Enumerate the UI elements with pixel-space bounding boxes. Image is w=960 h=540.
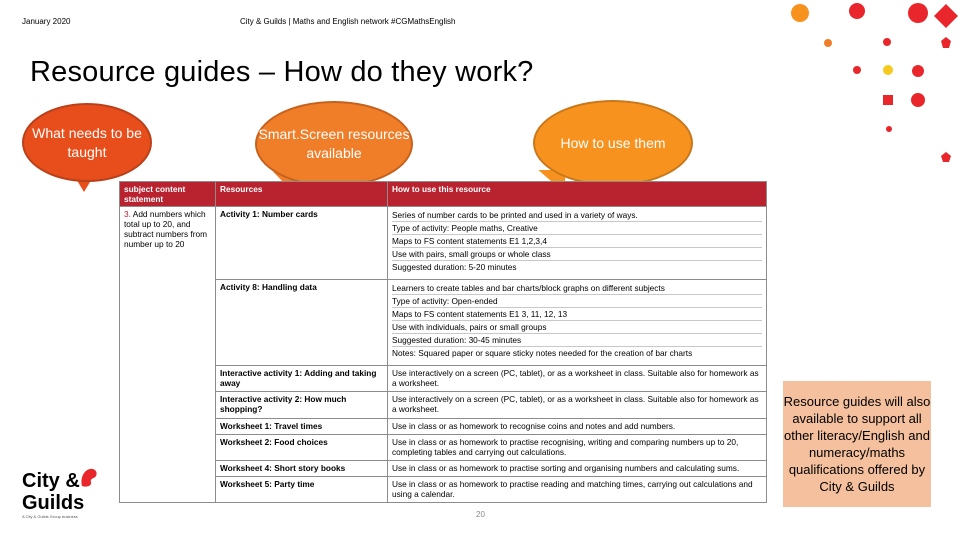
page-number: 20 bbox=[476, 510, 485, 519]
content-statement bbox=[120, 207, 216, 503]
logo-line-2: Guilds bbox=[22, 492, 85, 514]
table-row bbox=[120, 418, 767, 434]
header-date: January 2020 bbox=[22, 17, 71, 26]
lion-icon bbox=[78, 466, 100, 490]
resource-name: Activity 8: Handling data bbox=[216, 279, 388, 365]
table-row bbox=[120, 434, 767, 460]
resource-description: Use in class or as homework to practise recognising, writing and comparing numbers up to 20, completing tables and carrying out calculations. bbox=[388, 434, 767, 460]
description-line: Learners to create tables and bar charts/block graphs on different subjects bbox=[392, 282, 762, 295]
table-row bbox=[120, 392, 767, 418]
logo-line-1: City & bbox=[22, 470, 80, 492]
resource-name: Worksheet 1: Travel times bbox=[216, 418, 388, 434]
table-row bbox=[120, 279, 767, 365]
resource-name: Worksheet 4: Short story books bbox=[216, 460, 388, 476]
statement-number: 3. bbox=[124, 209, 131, 219]
header-statement: subject content statement bbox=[120, 182, 216, 207]
resource-name: Activity 1: Number cards bbox=[216, 207, 388, 280]
resource-name: Worksheet 2: Food choices bbox=[216, 434, 388, 460]
resource-name: Interactive activity 1: Adding and taking away bbox=[216, 366, 388, 392]
description-line: Type of activity: People maths, Creative bbox=[392, 222, 762, 235]
description-line: Use with individuals, pairs or small groups bbox=[392, 321, 762, 334]
table-row bbox=[120, 460, 767, 476]
decorative-dots bbox=[0, 0, 960, 200]
header-network: City & Guilds | Maths and English network #CGMathsEnglish bbox=[240, 17, 456, 26]
header-resources: Resources bbox=[216, 182, 388, 207]
resource-guides-note: Resource guides will also available to support all other literacy/English and numeracy/maths qualifications offered by City & Guilds bbox=[783, 381, 931, 507]
header-how-to-use: How to use this resource bbox=[388, 182, 767, 207]
description-line: Type of activity: Open-ended bbox=[392, 295, 762, 308]
resource-description: Use interactively on a screen (PC, tablet), or as a worksheet in class. Suitable also for homework as a worksheet. bbox=[388, 366, 767, 392]
resource-description: Use in class or as homework to practise reading and matching times, carrying out calculations and using a calendar. bbox=[388, 476, 767, 502]
table-row bbox=[120, 366, 767, 392]
description-line: Maps to FS content statements E1 3, 11, 12, 13 bbox=[392, 308, 762, 321]
logo-text bbox=[22, 470, 84, 514]
resource-table bbox=[119, 181, 767, 503]
description-line: Maps to FS content statements E1 1,2,3,4 bbox=[392, 235, 762, 248]
description-line: Suggested duration: 5-20 minutes bbox=[392, 262, 517, 272]
bubble-what-taught: What needs to be taught bbox=[22, 103, 152, 182]
description-line: Use with pairs, small groups or whole class bbox=[392, 248, 762, 261]
resource-name: Interactive activity 2: How much shopping? bbox=[216, 392, 388, 418]
page-title: Resource guides – How do they work? bbox=[30, 56, 534, 88]
table-row bbox=[120, 476, 767, 502]
resource-description: Use in class or as homework to practise sorting and organising numbers and calculating sums. bbox=[388, 460, 767, 476]
bubble-smart-screen: Smart.Screen resources available bbox=[255, 101, 413, 187]
resource-description bbox=[388, 207, 767, 280]
logo-subtitle: A City & Guilds Group business bbox=[22, 514, 78, 519]
resource-description: Use in class or as homework to recognise coins and notes and add numbers. bbox=[388, 418, 767, 434]
bubble-how-to-use: How to use them bbox=[533, 100, 693, 186]
resource-description: Use interactively on a screen (PC, tablet), or as a worksheet in class. Suitable also for homework as a worksheet. bbox=[388, 392, 767, 418]
resource-name: Worksheet 5: Party time bbox=[216, 476, 388, 502]
resource-description bbox=[388, 279, 767, 365]
city-guilds-logo bbox=[22, 466, 102, 526]
table-header-row bbox=[120, 182, 767, 207]
description-line: Suggested duration: 30-45 minutes bbox=[392, 334, 762, 347]
description-line: Notes: Squared paper or square sticky notes needed for the creation of bar charts bbox=[392, 347, 693, 358]
description-line: Series of number cards to be printed and used in a variety of ways. bbox=[392, 209, 762, 222]
table-row bbox=[120, 207, 767, 280]
statement-text: Add numbers which total up to 20, and subtract numbers from number up to 20 bbox=[124, 209, 207, 249]
